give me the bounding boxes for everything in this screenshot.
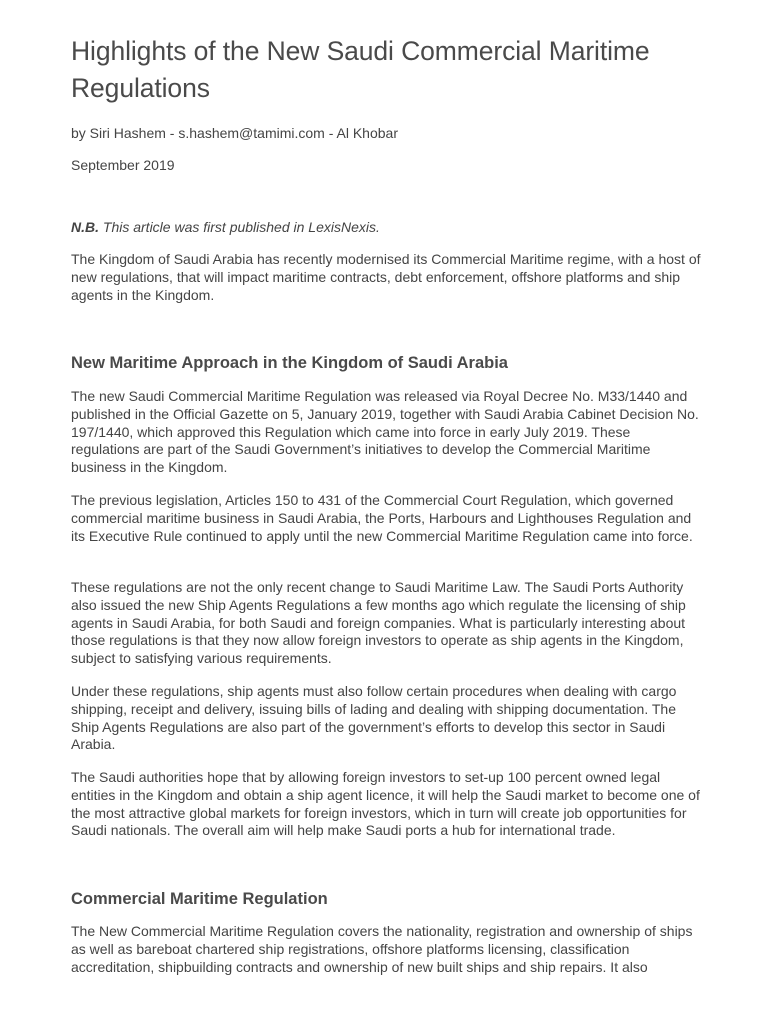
publication-note (71, 219, 701, 237)
paragraph: Under these regulations, ship agents must also follow certain procedures when dealing with cargo shipping, receipt and delivery, issuing bills of lading and dealing with shipping documentation. The Ship Agents Regulations are also part of the government’s efforts to develop this sector in Saudi Arabia. (71, 683, 677, 753)
paragraph: The previous legislation, Articles 150 to 431 of the Commercial Court Regulation, which governed commercial maritime business in Saudi Arabia, the Ports, Harbours and Lighthouses Regulation and its Executive Rule continued to apply until the new Commercial Maritime Regulation came into force. (71, 492, 693, 544)
article (71, 33, 701, 975)
article-title: Highlights of the New Saudi Commercial Maritime Regulations (71, 36, 650, 103)
publication-note-label: N.B. (71, 219, 99, 235)
section-heading-commercial-maritime-regulation: Commercial Maritime Regulation (71, 890, 328, 908)
section-heading-maritime-approach: New Maritime Approach in the Kingdom of Saudi Arabia (71, 354, 508, 372)
intro-paragraph: The Kingdom of Saudi Arabia has recently modernised its Commercial Maritime regime, with a host of new regulations, that will impact maritime contracts, debt enforcement, offshore platforms and ship agents in the Kingdom. (71, 251, 701, 303)
paragraph: The Saudi authorities hope that by allowing foreign investors to set-up 100 percent owned legal entities in the Kingdom and obtain a ship agent licence, it will help the Saudi market to become one of the most attractive global markets for foreign investors, which in turn will create job opportunities for Saudi nationals. The overall aim will help make Saudi ports a hub for international trade. (71, 769, 700, 839)
paragraph: These regulations are not the only recent change to Saudi Maritime Law. The Saudi Ports Authority also issued the new Ship Agents Regulations a few months ago which regulate the licensing of ship agents in Saudi Arabia, for both Saudi and foreign companies. What is particularly interesting about those regulations is that they now allow foreign investors to operate as ship agents in the Kingdom, subject to satisfying various requirements. (71, 579, 686, 667)
publication-note-text: This article was first published in LexisNexis. (99, 219, 380, 235)
article-date: September 2019 (71, 157, 175, 173)
paragraph: The new Saudi Commercial Maritime Regulation was released via Royal Decree No. M33/1440 and published in the Official Gazette on 5, January 2019, together with Saudi Arabia Cabinet Decision No. 197/1440, which approved this Regulation which came into force in early July 2019. These regulations are part of the Saudi Government’s initiatives to develop the Commercial Maritime business in the Kingdom. (71, 388, 699, 476)
paragraph: The New Commercial Maritime Regulation covers the nationality, registration and ownership of ships as well as bareboat chartered ship registrations, offshore platforms licensing, classification accreditation, shipbuilding contracts and ownership of new built ships and ship repairs. It also (71, 923, 693, 975)
article-byline: by Siri Hashem - s.hashem@tamimi.com - Al Khobar (71, 125, 398, 141)
